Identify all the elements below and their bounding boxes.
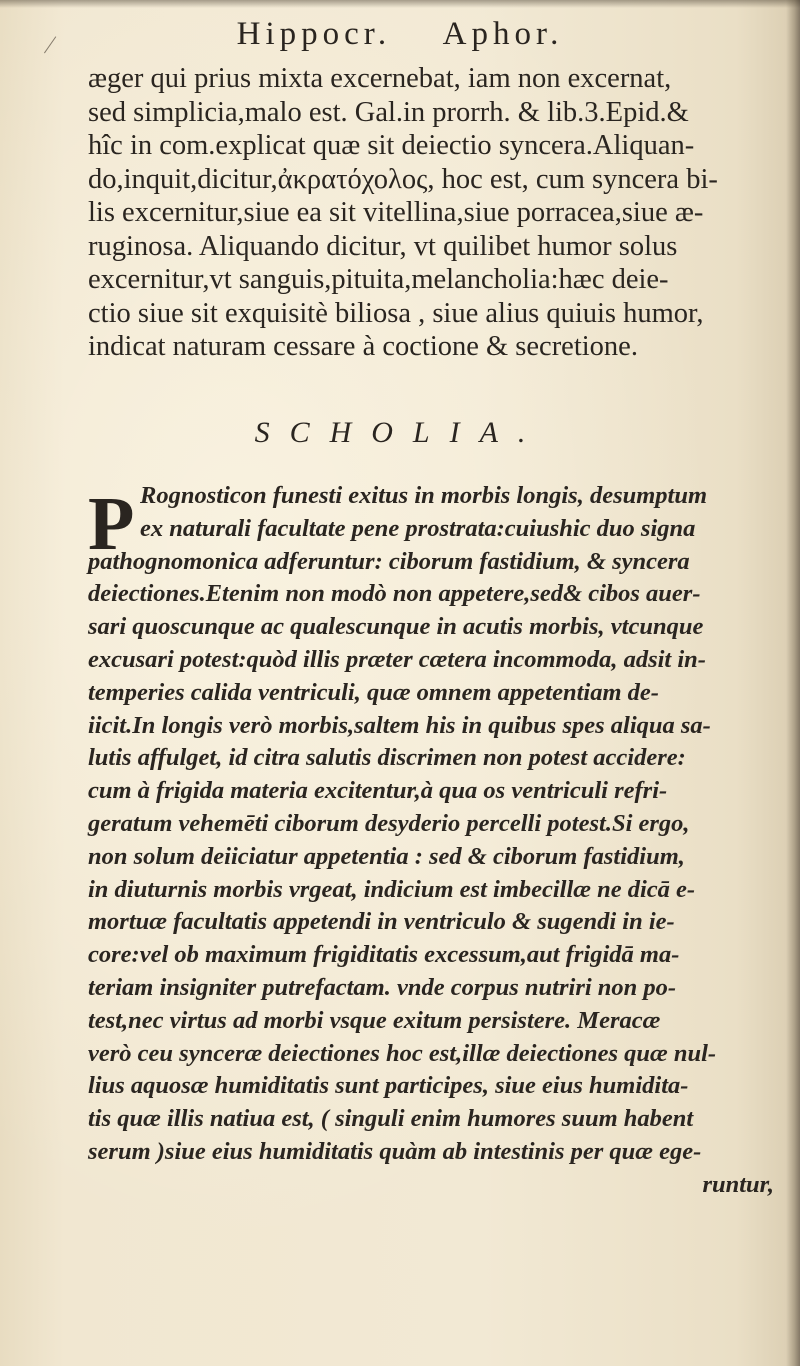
text-line: sari quoscunque ac qualescunque in acutis morbis, vtcunque bbox=[88, 613, 704, 641]
text-line: do,inquit,dicitur,ἀκρατόχολος, hoc est, cum syncera bi- bbox=[88, 163, 718, 195]
text-line: iicit.In longis verò morbis,saltem his in quibus spes aliqua sa- bbox=[88, 711, 711, 739]
text-line: mortuæ facultatis appetendi in ventriculo & sugendi in ie- bbox=[88, 908, 675, 936]
text-line: teriam insigniter putrefactam. vnde corpus nutriri non po- bbox=[88, 973, 677, 1001]
page-top-shadow bbox=[0, 0, 800, 8]
text-line: ex naturali facultate pene prostrata:cuiushic duo signa bbox=[140, 514, 696, 542]
text-line: temperies calida ventriculi, quæ omnem appetentiam de- bbox=[88, 678, 659, 706]
text-line: æger qui prius mixta excernebat, iam non excernat, bbox=[88, 63, 672, 94]
running-head-left: Hippocr. bbox=[236, 16, 392, 52]
aphorism-commentary-text bbox=[88, 62, 788, 364]
text-line: ctio siue sit exquisitè biliosa , siue alius quiuis humor, bbox=[88, 297, 704, 329]
text-line: lis excernitur,siue ea sit vitellina,siue porracea,siue æ- bbox=[88, 197, 704, 228]
text-line: in diuturnis morbis vrgeat, indicium est imbecillæ ne dicā e- bbox=[88, 875, 696, 903]
text-line: cum à frigida materia excitentur,à qua os ventriculi refri- bbox=[88, 777, 668, 805]
text-line: excusari potest:quòd illis præter cætera incommoda, adsit in- bbox=[88, 645, 706, 673]
text-line: core:vel ob maximum frigiditatis excessum,aut frigidā ma- bbox=[88, 941, 680, 969]
text-line: pathognomonica adferuntur: ciborum fastidium, & syncera bbox=[88, 547, 690, 575]
running-head bbox=[0, 14, 800, 54]
scholia-text bbox=[88, 480, 788, 1202]
text-line: Rognosticon funesti exitus in morbis longis, desumptum bbox=[140, 482, 708, 509]
text-line: non solum deiiciatur appetentia : sed & ciborum fastidium, bbox=[88, 842, 685, 870]
text-line: verò ceu synceræ deiectiones hoc est,illæ deiectiones quæ nul- bbox=[88, 1039, 717, 1067]
text-line: hîc in com.explicat quæ sit deiectio syncera.Aliquan- bbox=[88, 130, 695, 161]
text-line: lius aquosæ humiditatis sunt participes, siue eius humidita- bbox=[88, 1072, 689, 1100]
text-line: indicat naturam cessare à coctione & secretione. bbox=[88, 331, 638, 362]
text-line: lutis affulget, id citra salutis discrimen non potest accidere: bbox=[88, 744, 686, 772]
scholia-heading: SCHOLIA. bbox=[254, 416, 546, 449]
text-line: tis quæ illis natiua est, ( singuli enim humores suum habent bbox=[88, 1105, 694, 1133]
text-line: excernitur,vt sanguis,pituita,melancholia:hæc deie- bbox=[88, 264, 669, 295]
text-line: test,nec virtus ad morbi vsque exitum persistere. Meracæ bbox=[88, 1006, 661, 1034]
page-gutter-shadow bbox=[786, 0, 800, 1366]
text-line: sed simplicia,malo est. Gal.in prorrh. & lib.3.Epid.& bbox=[88, 96, 689, 128]
text-line: deiectiones.Etenim non modò non appetere,sed& cibos auer- bbox=[88, 580, 701, 608]
text-line: ruginosa. Aliquando dicitur, vt quilibet humor solus bbox=[88, 230, 678, 262]
drop-cap-initial: P bbox=[88, 482, 135, 566]
text-line: serum )siue eius humiditatis quàm ab intestinis per quæ ege- bbox=[88, 1137, 702, 1165]
text-line: geratum vehemēti ciborum desyderio percelli potest.Si ergo, bbox=[88, 809, 690, 837]
catchword: runtur, bbox=[702, 1170, 774, 1198]
running-head-right: Aphor. bbox=[442, 16, 564, 52]
